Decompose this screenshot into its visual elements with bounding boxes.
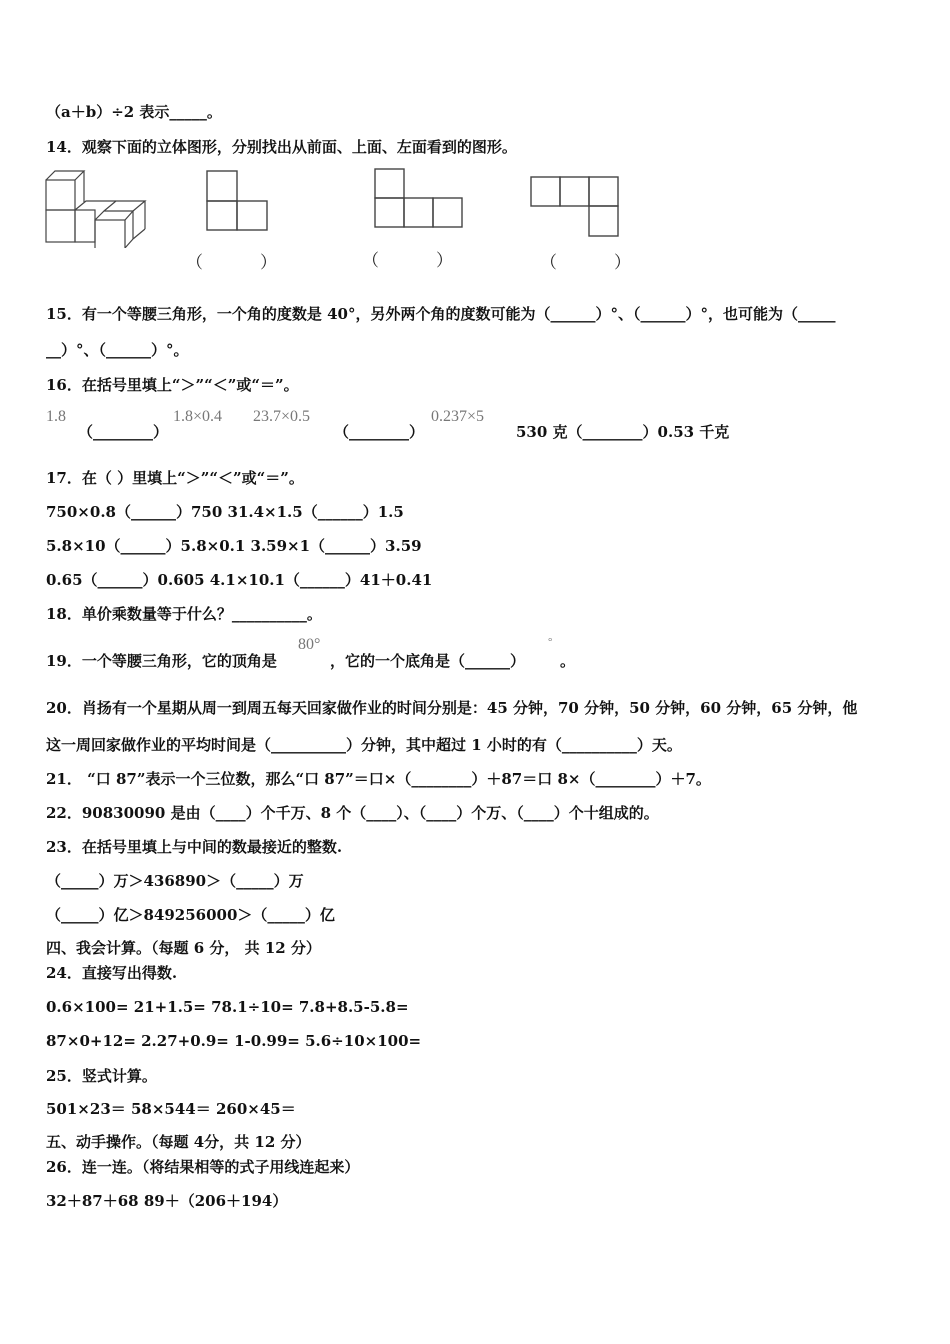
view-shape-1	[205, 169, 269, 233]
q23-row-1: （_____）万＞436890＞（_____）万	[46, 872, 304, 890]
q19-text-b: ，它的一个底角是（______）	[330, 652, 526, 670]
answer-paren-left-1: （	[186, 253, 203, 273]
q17-row-1: 750×0.8（______）750 31.4×1.5（______）1.5	[46, 503, 404, 521]
q20-line-1: 20．肖扬有一个星期从周一到周五每天回家做作业的时间分别是：45 分钟，70 分钟，50 分钟，60 分钟，65 分钟，他	[46, 699, 858, 717]
cube-figure	[44, 168, 148, 248]
q25-row: 501×23＝ 58×544＝ 260×45＝	[46, 1100, 296, 1118]
q17-row-2: 5.8×10（______）5.8×0.1 3.59×1（______）3.59	[46, 537, 422, 555]
view-shape-3	[529, 175, 621, 239]
answer-paren-left-2: （	[362, 251, 379, 271]
q16-expr-c: 23.7×0.5	[253, 408, 311, 425]
q23-title: 23．在括号里填上与中间的数最接近的整数.	[46, 838, 343, 856]
q24-row-2: 87×0+12= 2.27+0.9= 1-0.99= 5.6÷10×100=	[46, 1032, 422, 1050]
q14-title: 14．观察下面的立体图形，分别找出从前面、上面、左面看到的图形。	[46, 138, 517, 156]
q26-title: 26．连一连。（将结果相等的式子用线连起来）	[46, 1158, 360, 1176]
q15-line-2: __）°、（______）°。	[46, 341, 189, 359]
q18-line: 18．单价乘数量等于什么？__________。	[46, 605, 322, 623]
answer-paren-right-2: ）	[436, 251, 453, 271]
q24-row-1: 0.6×100= 21+1.5= 78.1÷10= 7.8+8.5-5.8=	[46, 998, 409, 1016]
q19-text-c: 。	[560, 652, 576, 670]
q16-item-c: 530 克（________）0.53 千克	[516, 423, 730, 441]
q22-line: 22．90830090 是由（____）个千万、8 个（____）、（____）个万、（____）个十组成的。	[46, 804, 659, 822]
q17-title: 17．在（ ）里填上“＞”“＜”或“＝”。	[46, 469, 304, 487]
answer-paren-left-3: （	[540, 253, 557, 273]
q16-blank-1[interactable]: （________）	[78, 423, 169, 441]
q26-row: 32＋87＋68 89＋（206＋194）	[46, 1192, 288, 1210]
q24-title: 24．直接写出得数.	[46, 964, 178, 982]
q25-title: 25．竖式计算。	[46, 1067, 157, 1085]
section-4-heading: 四、我会计算。（每题 6 分， 共 12 分）	[46, 939, 321, 957]
q16-expr-d: 0.237×5	[431, 408, 485, 425]
q16-blank-2[interactable]: （________）	[334, 423, 425, 441]
q13-line: （a＋b）÷2 表示_____。	[46, 103, 222, 121]
view-shape-2	[373, 167, 465, 229]
q17-row-3: 0.65（______）0.605 4.1×10.1（______）41＋0.41	[46, 571, 433, 589]
q19-angle: 80°	[298, 636, 321, 653]
q16-expr-a: 1.8	[46, 408, 66, 425]
q16-expr-b: 1.8×0.4	[173, 408, 223, 425]
answer-paren-right-1: ）	[260, 253, 277, 273]
q19-degree: °	[548, 636, 553, 648]
section-5-heading: 五、动手操作。（每题 4分，共 12 分）	[46, 1133, 311, 1151]
q16-title: 16．在括号里填上“＞”“＜”或“＝”。	[46, 376, 299, 394]
q19-text-a: 19．一个等腰三角形，它的顶角是	[46, 652, 277, 670]
q15-line-1: 15．有一个等腰三角形，一个角的度数是 40°，另外两个角的度数可能为（______）°、（______）°，也可能为（_____	[46, 305, 836, 323]
q20-line-2: 这一周回家做作业的平均时间是（__________）分钟，其中超过 1 小时的有（__________）天。	[46, 736, 682, 754]
q23-row-2: （_____）亿＞849256000＞（_____）亿	[46, 906, 335, 924]
answer-paren-right-3: ）	[614, 253, 631, 273]
q21-line: 21． “口 87”表示一个三位数，那么“口 87”＝口×（________）＋87＝口 8×（________）＋7。	[46, 770, 711, 788]
